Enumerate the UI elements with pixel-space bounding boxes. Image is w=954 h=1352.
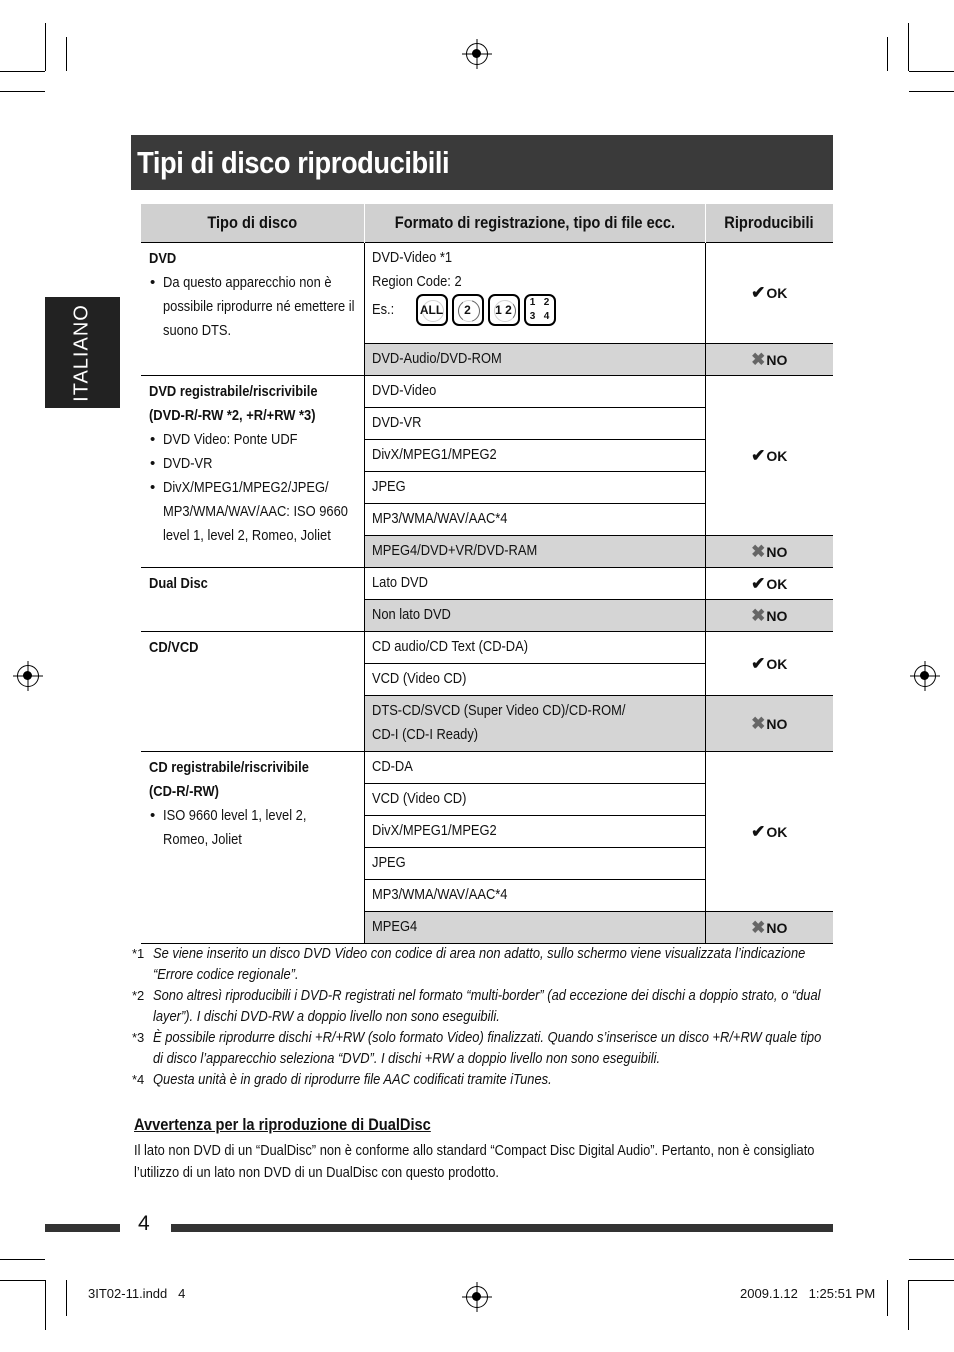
disc-type-dvd-recordable: DVD registrabile/riscrivibile (DVD-R/-RW *2, +R/+RW *3) • DVD Video: Ponte UDF • DVD-VR • DivX/MPEG1/MPEG2/JPEG/ MP3/WMA/WAV/AAC: ISO 9660 level 1, level 2, Romeo, Joliet xyxy=(141,376,364,568)
crop-mark xyxy=(0,71,45,72)
page-number: 4 xyxy=(138,1212,150,1235)
ok-badge: ✔ OK xyxy=(751,573,788,593)
crop-mark xyxy=(66,1280,67,1316)
page-title: Tipi di disco riproducibili xyxy=(137,145,450,180)
header-type: Tipo di disco xyxy=(141,204,364,243)
playable-cell xyxy=(705,376,833,536)
crop-mark xyxy=(908,23,909,71)
header-playable: Riproducibili xyxy=(705,204,833,243)
list-item: • DVD Video: Ponte UDF xyxy=(163,428,356,452)
check-icon: ✔ xyxy=(751,445,766,465)
format-cell: MPEG4 xyxy=(364,912,705,944)
format-cell: JPEG xyxy=(364,848,705,880)
format-cell: MP3/WMA/WAV/AAC*4 xyxy=(364,504,705,536)
format-cell: CD audio/CD Text (CD-DA) xyxy=(364,632,705,664)
disc-type-cd-recordable: CD registrabile/riscrivibile (CD-R/-RW) • ISO 9660 level 1, level 2, Romeo, Joliet xyxy=(141,752,364,944)
crop-mark xyxy=(0,1259,45,1260)
playable-cell xyxy=(705,752,833,912)
format-cell: JPEG xyxy=(364,472,705,504)
playable-cell xyxy=(705,243,833,344)
cross-icon: ✖ xyxy=(751,605,766,625)
table-row xyxy=(141,752,833,784)
list-item: • Da questo apparecchio non è possibile riprodurre né emettere il suono DTS. xyxy=(163,271,356,343)
list-item: • DVD-VR xyxy=(163,452,356,476)
crop-mark xyxy=(887,1280,888,1316)
list-item: • ISO 9660 level 1, level 2, Romeo, Joliet xyxy=(163,804,356,852)
table-row xyxy=(141,376,833,408)
footer-bar xyxy=(171,1224,833,1232)
ok-badge: ✔ OK xyxy=(751,821,788,841)
no-badge: ✖ NO xyxy=(751,349,788,369)
header-format: Formato di registrazione, tipo di file ecc. xyxy=(364,204,705,243)
format-cell: DVD-Video xyxy=(364,376,705,408)
footer-bar xyxy=(45,1224,120,1232)
ok-badge: ✔ OK xyxy=(751,283,788,302)
crop-mark xyxy=(0,1280,45,1281)
playable-cell xyxy=(705,632,833,696)
footnote: *3 È possibile riprodurre dischi +R/+RW (solo formato Video) finalizzati. Quando s’inserisce un disco +R/+RW quale tipo di disco l’apparecchio seleziona “DVD”. I dischi +RW a doppio livello non sono eseguibili. xyxy=(132,1029,822,1067)
cross-icon: ✖ xyxy=(751,349,766,369)
format-cell: CD-DA xyxy=(364,752,705,784)
cross-icon: ✖ xyxy=(751,541,766,561)
no-badge: ✖ NO xyxy=(751,541,788,561)
title-bar xyxy=(131,135,833,190)
crop-mark xyxy=(909,71,954,72)
no-badge: ✖ NO xyxy=(751,713,788,733)
language-tab-label: ITALIANO xyxy=(70,304,93,402)
format-cell: DTS-CD/SVCD (Super Video CD)/CD-ROM/ CD-I (CD-I Ready) xyxy=(364,696,705,752)
cross-icon: ✖ xyxy=(751,713,766,733)
format-cell: DVD-VR xyxy=(364,408,705,440)
registration-mark-icon xyxy=(914,665,936,687)
playable-cell xyxy=(705,600,833,632)
check-icon: ✔ xyxy=(751,573,766,593)
format-cell: DVD-Video *1 Region Code: 2 Es.: ALL 2 1 2 1 2 3 4 xyxy=(364,243,705,344)
crop-mark xyxy=(0,91,45,92)
playable-cell xyxy=(705,344,833,376)
table-header-row xyxy=(141,204,833,243)
crop-mark xyxy=(887,37,888,71)
table-row xyxy=(141,632,833,664)
footnotes xyxy=(132,943,832,1090)
crop-mark xyxy=(908,1280,909,1330)
region-2-icon: 2 xyxy=(452,294,484,326)
ok-badge: ✔ OK xyxy=(751,445,788,465)
check-icon: ✔ xyxy=(751,283,766,302)
disc-type-dvd xyxy=(141,243,364,376)
footnote: *2 Sono altresì riproducibili i DVD-R registrati nel formato “multi-border” (ad eccezione dei dischi a doppio strato, o “dual layer”). I dischi DVD-RW a doppio livello non sono eseguibili. xyxy=(132,987,821,1025)
format-cell: DivX/MPEG1/MPEG2 xyxy=(364,440,705,472)
disc-name: DVD xyxy=(149,250,177,267)
format-cell: MPEG4/DVD+VR/DVD-RAM xyxy=(364,536,705,568)
language-tab xyxy=(45,297,120,408)
cross-icon: ✖ xyxy=(751,917,766,937)
region-1-2-icon: 1 2 xyxy=(488,294,520,326)
no-badge: ✖ NO xyxy=(751,605,788,625)
disc-table xyxy=(141,204,833,944)
format-cell: Lato DVD xyxy=(364,568,705,600)
playable-cell xyxy=(705,536,833,568)
table-row xyxy=(141,243,833,344)
crop-mark xyxy=(909,1259,954,1260)
crop-mark xyxy=(45,23,46,71)
crop-mark xyxy=(45,1280,46,1330)
format-cell: DVD-Audio/DVD-ROM xyxy=(364,344,705,376)
table-row xyxy=(141,568,833,600)
region-code-icons xyxy=(416,294,556,326)
file-slug: 3IT02-11.indd 4 xyxy=(88,1286,186,1301)
playable-cell xyxy=(705,912,833,944)
region-1-2-3-4-icon: 1 2 3 4 xyxy=(524,294,556,326)
crop-mark xyxy=(909,91,954,92)
footnote: *4 Questa unità è in grado di riprodurre file AAC codificati tramite iTunes. xyxy=(132,1071,552,1088)
crop-mark xyxy=(909,1280,954,1281)
format-cell: DivX/MPEG1/MPEG2 xyxy=(364,816,705,848)
date-slug: 2009.1.12 1:25:51 PM xyxy=(740,1286,876,1301)
format-cell: Non lato DVD xyxy=(364,600,705,632)
format-cell: MP3/WMA/WAV/AAC*4 xyxy=(364,880,705,912)
ok-badge: ✔ OK xyxy=(751,653,788,673)
list-item: • DivX/MPEG1/MPEG2/JPEG/ MP3/WMA/WAV/AAC: ISO 9660 level 1, level 2, Romeo, Joliet xyxy=(163,476,356,548)
format-cell: VCD (Video CD) xyxy=(364,664,705,696)
warning-heading: Avvertenza per la riproduzione di DualDisc xyxy=(134,1115,431,1134)
footnote: *1 Se viene inserito un disco DVD Video con codice di area non adatto, sullo schermo viene visualizzata l’indicazione “Errore codice regionale”. xyxy=(132,945,806,983)
warning-body: Il lato non DVD di un “DualDisc” non è conforme allo standard “Compact Disc Digital Audio”. Pertanto, non è consigliato l’utilizzo di un lato non DVD di un DualDisc con questo prodotto. xyxy=(134,1142,815,1181)
registration-mark-icon xyxy=(17,665,39,687)
crop-mark xyxy=(66,37,67,71)
check-icon: ✔ xyxy=(751,821,766,841)
playable-cell xyxy=(705,696,833,752)
no-badge: ✖ NO xyxy=(751,917,788,937)
region-all-icon: ALL xyxy=(416,294,448,326)
disc-type-dual: Dual Disc xyxy=(141,568,364,632)
playable-cell xyxy=(705,568,833,600)
check-icon: ✔ xyxy=(751,653,766,673)
format-cell: VCD (Video CD) xyxy=(364,784,705,816)
disc-type-cd: CD/VCD xyxy=(141,632,364,752)
registration-mark-icon xyxy=(466,1286,488,1308)
registration-mark-icon xyxy=(466,43,488,65)
